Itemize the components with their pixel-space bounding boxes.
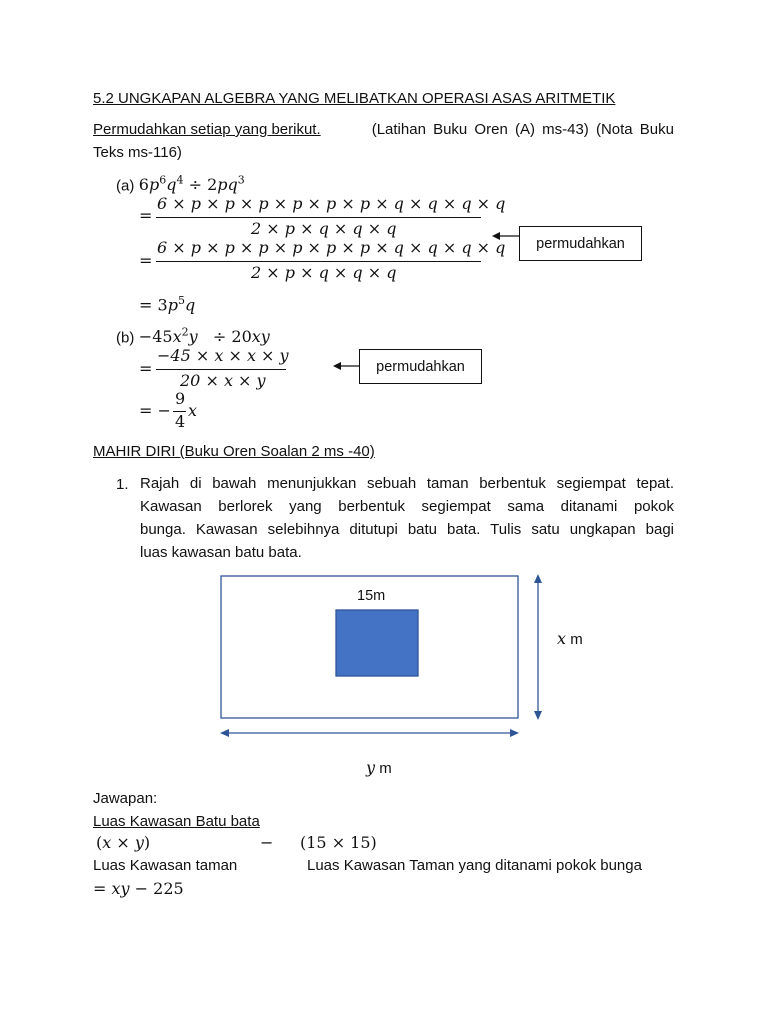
example-b-result-num: 9 xyxy=(175,389,186,408)
example-a-result: = $3p^5q$ xyxy=(139,294,196,315)
example-a-equals-2: = xyxy=(139,251,153,270)
width-label: y m xyxy=(366,758,392,777)
example-a-expr: $6p^6q^4 \div 2pq^3$ xyxy=(138,174,245,195)
annotation-box-b xyxy=(359,349,482,384)
example-b-result-var: x xyxy=(188,401,198,420)
question-line: bunga. Kawasan selebihnya ditutupi batu bata. Tulis satu ungkapan bagi xyxy=(140,521,674,538)
square-side-label: 15m xyxy=(357,588,386,604)
example-a-expression xyxy=(116,174,245,195)
height-label: x m xyxy=(557,629,583,648)
example-a-numerator-1: 6 × p × p × p × p × p × p × q × q × q × q xyxy=(157,194,506,213)
mahir-diri-heading: MAHIR DIRI (Buku Oren Soalan 2 ms -40) xyxy=(93,443,375,460)
question-line: Kawasan berlorek yang berbentuk segiempat sama ditanami pokok xyxy=(140,498,674,515)
example-b-fraction-line xyxy=(156,369,286,370)
question-line: Rajah di bawah menunjukkan sebuah taman berbentuk segiempat tepat. xyxy=(140,475,674,492)
answer-term-2: (15 × 15) xyxy=(300,833,377,852)
instruction-line-1 xyxy=(93,121,674,138)
example-a-denominator-2: 2 × p × q × q × q xyxy=(251,263,397,282)
example-b-result-den: 4 xyxy=(175,412,186,431)
answer-term-1: (x × y) xyxy=(96,833,151,852)
example-b-numerator: −45 × x × x × y xyxy=(157,346,289,365)
example-a-fraction-line-1 xyxy=(156,217,481,218)
question-line: luas kawasan batu bata. xyxy=(140,544,302,561)
example-a-denominator-1: 2 × p × q × q × q xyxy=(251,219,397,238)
example-b-expression xyxy=(116,326,270,347)
example-a-equals-1: = xyxy=(139,206,153,225)
instruction-rest: (Latihan Buku Oren (A) ms-43) (Nota Buku xyxy=(371,121,674,138)
example-b-expr: $-45x^2y$ ÷ 20xy xyxy=(138,326,270,347)
answer-minus: − xyxy=(260,833,274,852)
example-b-denominator: 20 × x × y xyxy=(180,371,266,390)
example-a-numerator-2: 6 × p × p × p × p × p × p × q × q × q × q xyxy=(157,238,506,257)
instruction-underlined: Permudahkan setiap yang berikut. xyxy=(93,121,321,138)
example-a-fraction-line-2 xyxy=(156,261,481,262)
answer-title: Jawapan: xyxy=(93,790,158,807)
answer-label-1: Luas Kawasan taman xyxy=(93,857,238,874)
answer-label-2: Luas Kawasan Taman yang ditanami pokok bunga xyxy=(307,857,642,874)
section-heading: 5.2 UNGKAPAN ALGEBRA YANG MELIBATKAN OPERASI ASAS ARITMETIK xyxy=(93,90,616,107)
answer-subtitle: Luas Kawasan Batu bata xyxy=(93,813,260,830)
example-b-equals-1: = xyxy=(139,359,153,378)
instruction-line-2: Teks ms-116) xyxy=(93,144,182,161)
example-a-label: (a) xyxy=(116,177,135,195)
annotation-text-b: permudahkan xyxy=(376,358,465,375)
garden-diagram xyxy=(210,570,590,750)
arrow-icon xyxy=(492,230,522,242)
answer-final: = xy − 225 xyxy=(93,879,184,898)
question-number: 1. xyxy=(116,476,129,493)
example-b-result: = − xyxy=(139,401,171,420)
example-b-label: (b) xyxy=(116,329,135,347)
flower-square xyxy=(336,610,418,676)
annotation-box-a xyxy=(519,226,642,261)
annotation-text-a: permudahkan xyxy=(536,235,625,252)
question-text xyxy=(140,472,674,564)
